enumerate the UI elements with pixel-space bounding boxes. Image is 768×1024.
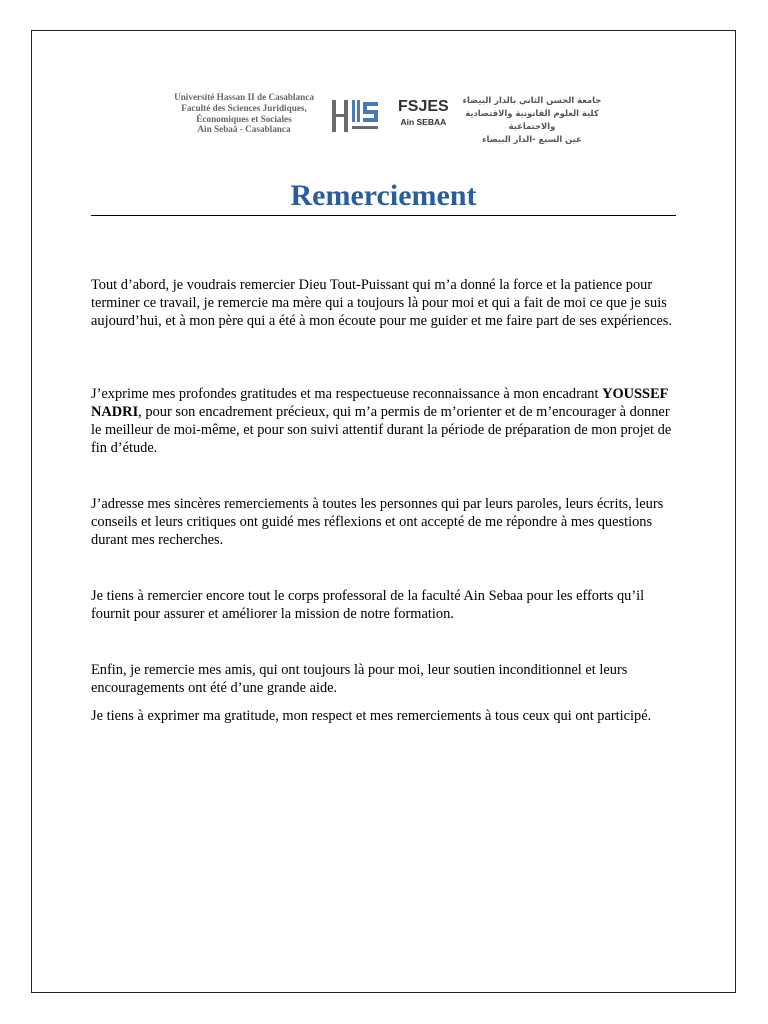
supervisor-name: YOUSSEF NADRI xyxy=(91,386,668,420)
university-fr-line: Économiques et Sociales xyxy=(196,113,292,124)
university-ar-line: جامعة الحسن الثاني بالدار البيضاء xyxy=(462,95,602,105)
page-title: Remerciement xyxy=(290,179,477,212)
title-underline xyxy=(91,215,676,216)
paragraph-thanks-supervisor xyxy=(91,385,683,457)
paragraph-thanks-all: Je tiens à exprimer ma gratitude, mon respect et mes remerciements à tous ceux qui ont participé. xyxy=(91,708,652,724)
faculty-location: Ain SEBAA xyxy=(400,117,447,127)
faculty-logo-text xyxy=(398,98,449,128)
header-logos xyxy=(160,92,620,144)
university-fr-line: Faculté des Sciences Juridiques, xyxy=(181,102,307,113)
university-name-arabic xyxy=(452,94,612,146)
university-logo-icon xyxy=(330,96,382,136)
university-name-french xyxy=(164,92,324,135)
university-fr-line: Ain Sebaâ - Casablanca xyxy=(197,124,291,135)
university-ar-line: كلية العلوم القانونية والاقتصادية والاجتماعية xyxy=(465,108,599,131)
faculty-acronym: FSJES xyxy=(398,98,449,115)
paragraph-text: J’exprime mes profondes gratitudes et ma respectueuse reconnaissance à mon encadrant xyxy=(91,386,603,402)
university-fr-line: Université Hassan II de Casablanca xyxy=(174,92,314,102)
paragraph-thanks-faculty: Je tiens à remercier encore tout le corps professoral de la faculté Ain Sebaa pour les efforts qu’il fournit pour assurer et améliorer la mission de notre formation. xyxy=(91,588,645,622)
paragraph-thanks-contributors: J’adresse mes sincères remerciements à toutes les personnes qui par leurs paroles, leurs écrits, leurs conseils et leurs critiques ont guidé mes réflexions et ont accepté de me répondre à mes questions durant mes recherches. xyxy=(91,496,664,548)
paragraph-text: , pour son encadrement précieux, qui m’a permis de m’orienter et de m’encourager à donner le meilleur de moi-même, et pour son suivi attentif durant la période de préparation de mon projet de fin d’étude. xyxy=(91,404,672,456)
paragraph-thanks-god-parents: Tout d’abord, je voudrais remercier Dieu Tout-Puissant qui m’a donné la force et la patience pour terminer ce travail, je remercie ma mère qui a toujours là pour moi et qui a fait de moi ce que je suis aujourd’hui, et à mon père qui a été à mon écoute pour me guider et me faire part de ses expériences. xyxy=(91,277,672,329)
university-ar-line: عين السبع -الدار البيضاء xyxy=(482,134,582,144)
paragraph-thanks-friends: Enfin, je remercie mes amis, qui ont toujours là pour moi, leur soutien inconditionnel et leurs encouragements ont été d’une grande aide. xyxy=(91,662,628,696)
